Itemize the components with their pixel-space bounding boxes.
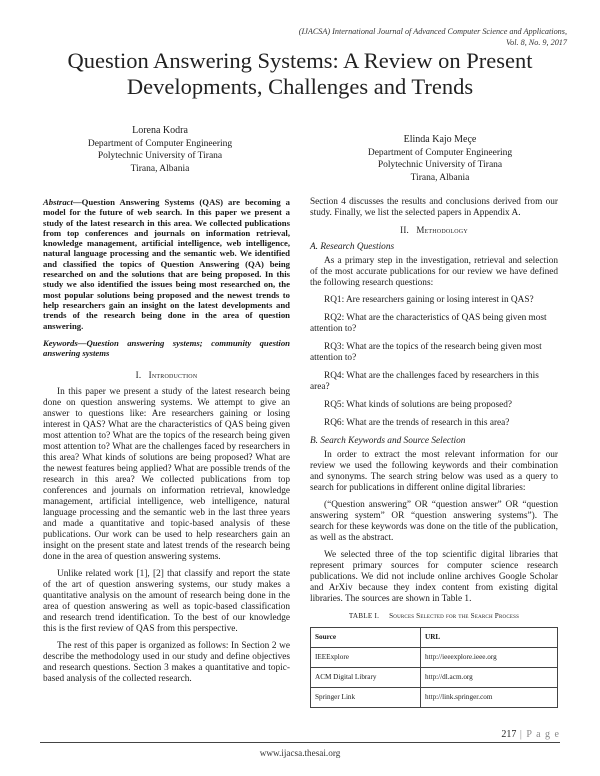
table-header-cell: URL [421, 628, 558, 648]
author-department: Department of Computer Engineering [367, 147, 513, 158]
paper-title [40, 48, 560, 100]
section-number: I. [135, 370, 142, 381]
author-name: Lorena Kodra [132, 125, 188, 136]
author-city: Tirana, Albania [130, 163, 190, 174]
abstract-text: —Question Answering Systems (QAS) are becoming a model for the future of web search. In this paper we present a study of the latest research in this area. We collected publications from top conferences and journals on information retrieval, knowledge management, artificial intelligence, web intelligence, natural language processing and the semantic web. We identified and classified the topics of Question Answering (QA) being researched on and the solutions that are being proposed. In this study we also identified the issues being most researched on, the most popular solutions being proposed and the newest trends to help researchers gain an insight on the latest developments and trends of the research being done in the area of question answering. [43, 197, 290, 331]
table-cell-source: IEEExplore [311, 648, 421, 668]
section-title: Methodology [416, 225, 468, 235]
section-heading-introduction [43, 370, 290, 381]
table-cell-url: http://dl.acm.org [421, 668, 558, 688]
intro-paragraph-1: In this paper we present a study of the latest research being done on question answering systems. We attempt to give an answer to questions like: Are researchers gaining or losing interest in QAS? What are the characteristics of QAS being given most attention to? What are the topics of the research being given most attention to? What are the challenges faced by researchers in this area? What kinds of solutions are being proposed? What are the newest features being applied? What are possible trends of the research in this area? We collected publications from top conferences and journals on information retrieval, knowledge management, artificial intelligence, web intelligence, natural language processing and the semantic web in the last three years and made a quantitative and topic-based analysis of these publications. Our work can be used to help researchers gain an insight on the present state and latest trends of the research being done in the area of question answering systems. [43, 387, 290, 563]
intro-continuation: Section 4 discusses the results and conclusions derived from our study. Finally, we list the selected papers in Appendix A. [310, 197, 558, 218]
author-university: Polytechnic University of Tirana [377, 160, 503, 170]
abstract-lead: Abstract [43, 197, 73, 207]
table-caption [310, 611, 558, 622]
subsection-search-keywords: B. Search Keywords and Source Selection [310, 436, 466, 446]
table-header-row [311, 628, 558, 648]
research-question-4: RQ4: What are the challenges faced by researchers in this area? [310, 371, 539, 392]
title-line-2: Developments, Challenges and Trends [126, 74, 474, 99]
research-question-1: RQ1: Are researchers gaining or losing interest in QAS? [324, 295, 534, 305]
table-cell-source: ACM Digital Library [311, 668, 421, 688]
section-number: II. [400, 225, 409, 235]
title-line-1: Question Answering Systems: A Review on Present [67, 48, 533, 73]
research-question-5: RQ5: What kinds of solutions are being proposed? [324, 400, 513, 410]
research-question-2: RQ2: What are the characteristics of QAS being given most attention to? [310, 313, 547, 334]
right-column [310, 197, 558, 708]
subsection-research-questions: A. Research Questions [310, 242, 395, 252]
table-header-cell: Source [311, 628, 421, 648]
table-number: TABLE I. [348, 612, 380, 620]
journal-header [207, 27, 567, 48]
journal-volume: Vol. 8, No. 9, 2017 [506, 37, 567, 47]
section-title: Introduction [148, 370, 198, 381]
table-cell-source: Springer Link [311, 688, 421, 708]
footer-divider [40, 742, 560, 743]
table-row [311, 648, 558, 668]
page-separator: | [516, 729, 527, 740]
search-paragraph-2: (“Question answering” OR “question answer” OR “question answering system” OR “question answering systems”). The search for these keywords was done on the title of the publication, as well as the abstract. [310, 500, 558, 543]
page-word: P a g e [526, 729, 560, 740]
page-number [501, 729, 560, 740]
search-paragraph-1: In order to extract the most relevant information for our review we used the following keywords and their combination and synonyms. The search string below was used as a query to search for publications in different online digital libraries: [310, 450, 558, 493]
table-cell-url: http://link.springer.com [421, 688, 558, 708]
author-block-1 [60, 125, 260, 175]
abstract [43, 197, 290, 331]
table-row [311, 688, 558, 708]
author-department: Department of Computer Engineering [87, 138, 233, 149]
table-row [311, 668, 558, 688]
left-column [43, 197, 290, 691]
sources-table [310, 627, 558, 708]
footer-url: www.ijacsa.thesai.org [259, 748, 341, 758]
intro-paragraph-3: The rest of this paper is organized as follows: In Section 2 we describe the methodology used in our study and define objectives and research questions. Section 3 makes a quantitative and topic-based analysis of the collected research. [43, 641, 290, 685]
table-title: Sources Selected for the Search Process [389, 612, 520, 620]
page-number-value: 217 [501, 729, 517, 740]
author-city: Tirana, Albania [410, 172, 470, 183]
author-block-2 [335, 134, 545, 184]
journal-name: (IJACSA) International Journal of Advanced Computer Science and Applications, [298, 27, 567, 36]
keywords: Keywords—Question answering systems; community question answering systems [43, 337, 290, 359]
section-heading-methodology [310, 225, 558, 236]
method-intro-paragraph: As a primary step in the investigation, retrieval and selection of the most accurate publications for our review we have defined the following research questions: [310, 256, 558, 288]
research-question-3: RQ3: What are the topics of the research being given most attention to? [310, 342, 542, 363]
table-cell-url: http://ieeexplore.ieee.org [421, 648, 558, 668]
intro-paragraph-2: Unlike related work [1], [2] that classify and report the state of the art of question answering systems, our study makes a quantitative analysis on the amount of research being done in the area of question answering as well as topic-based classification and research trend identification. To the best of our knowledge this is the first review of QAS from this perspective. [43, 569, 290, 635]
author-university: Polytechnic University of Tirana [97, 151, 223, 161]
research-question-6: RQ6: What are the trends of research in this area? [324, 418, 510, 428]
search-paragraph-3: We selected three of the top scientific digital libraries that represent primary sources for computer science research publications. We did not include online archives Google Scholar and ArXiv because they index content from existing digital libraries. The sources are shown in Table 1. [310, 550, 558, 604]
author-name: Elinda Kajo Meçe [403, 134, 477, 145]
